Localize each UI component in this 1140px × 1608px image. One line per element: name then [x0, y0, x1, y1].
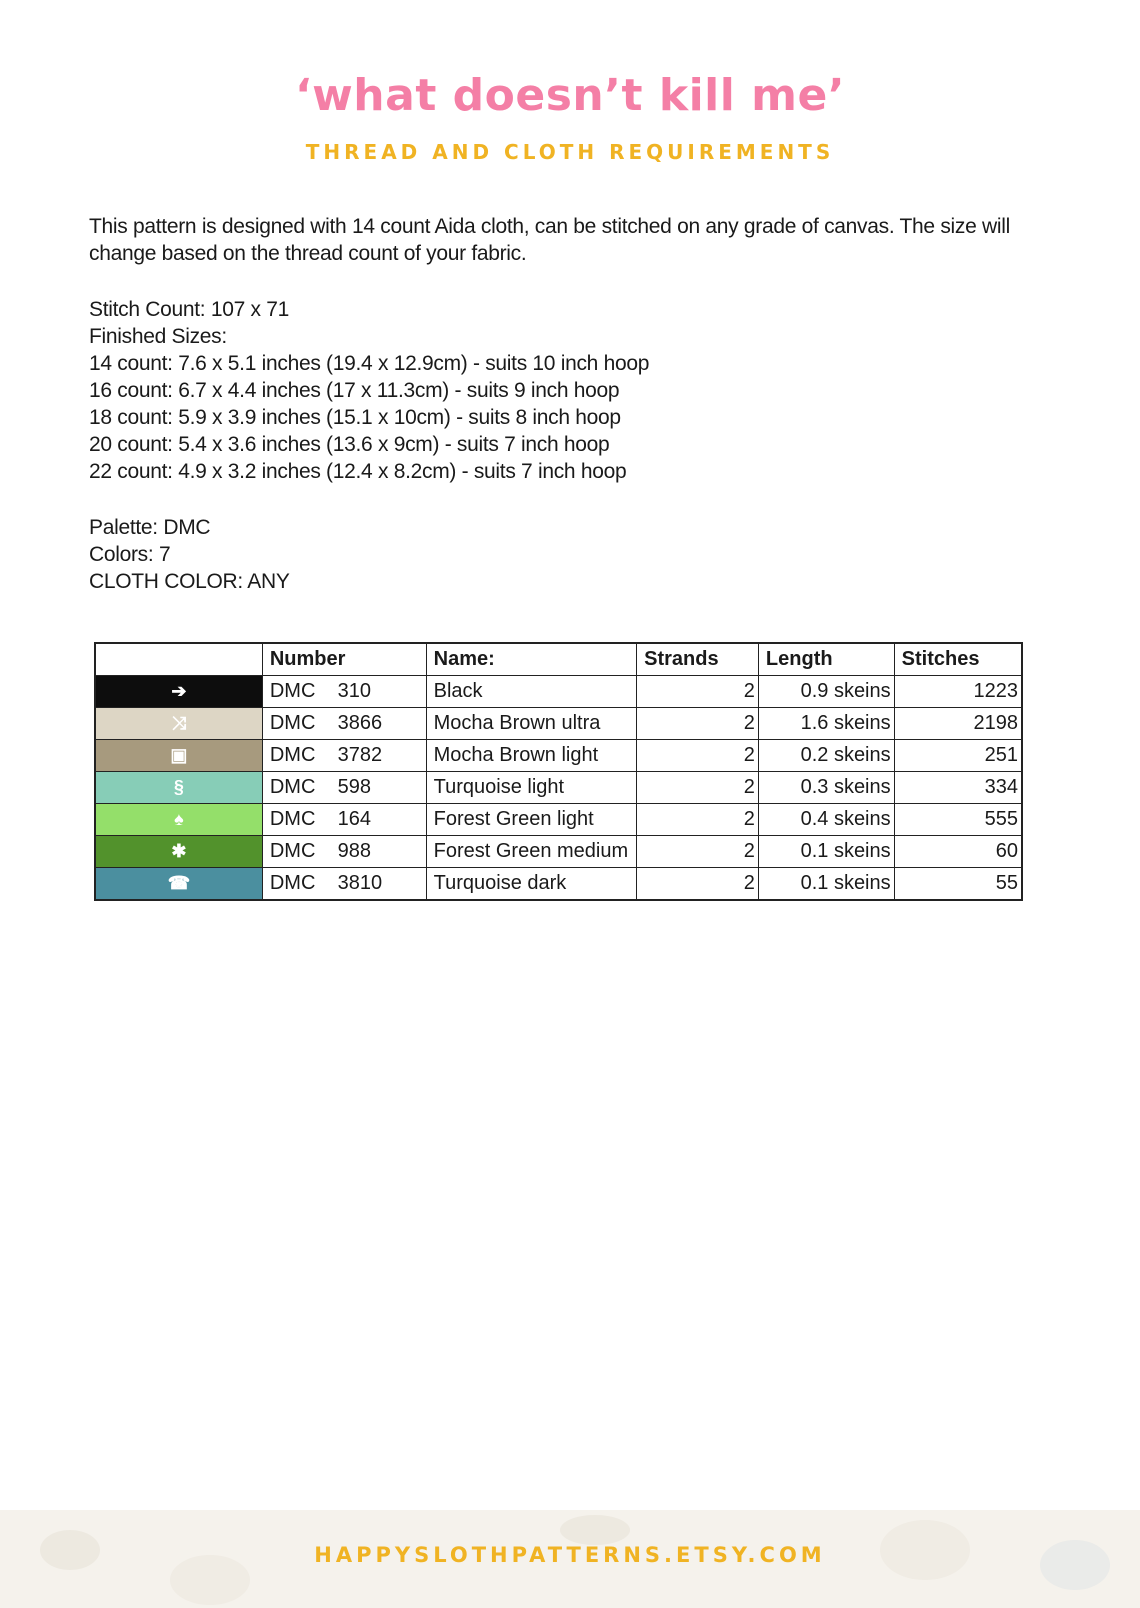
- thread-stitches: 1223: [894, 676, 1022, 708]
- page-title: ‘what doesn’t kill me’: [294, 70, 846, 121]
- thread-length: 0.3 skeins: [758, 772, 894, 804]
- thread-name: Turquoise dark: [426, 868, 636, 901]
- thread-number: DMC 3782: [262, 740, 426, 772]
- intro-paragraph: This pattern is designed with 14 count Aida cloth, can be stitched on any grade of canvas. The size will change based on the thread count of your fabric.: [89, 215, 1010, 265]
- thread-strands: 2: [637, 868, 759, 901]
- thread-length: 0.1 skeins: [758, 868, 894, 901]
- thread-strands: 2: [637, 708, 759, 740]
- table-row: [95, 772, 1022, 804]
- thread-length: 0.1 skeins: [758, 836, 894, 868]
- color-swatch-symbol: ✱: [95, 836, 262, 868]
- thread-number: DMC 164: [262, 804, 426, 836]
- thread-strands: 2: [637, 772, 759, 804]
- thread-strands: 2: [637, 836, 759, 868]
- cloth-color: CLOTH COLOR: ANY: [89, 570, 290, 593]
- table-row: [95, 708, 1022, 740]
- thread-stitches: 251: [894, 740, 1022, 772]
- footer-shop-link[interactable]: HAPPYSLOTHPATTERNS.ETSY.COM: [314, 1543, 826, 1567]
- thread-name: Forest Green medium: [426, 836, 636, 868]
- thread-name: Forest Green light: [426, 804, 636, 836]
- thread-strands: 2: [637, 804, 759, 836]
- color-swatch-symbol: ☎: [95, 868, 262, 901]
- thread-number: DMC 598: [262, 772, 426, 804]
- thread-number: DMC 3810: [262, 868, 426, 901]
- thread-number: DMC 3866: [262, 708, 426, 740]
- table-row: [95, 804, 1022, 836]
- table-row: [95, 676, 1022, 708]
- table-header-row: [95, 643, 1022, 676]
- thread-name: Turquoise light: [426, 772, 636, 804]
- color-swatch-symbol: ➔: [95, 676, 262, 708]
- size-line: 16 count: 6.7 x 4.4 inches (17 x 11.3cm) - suits 9 inch hoop: [89, 379, 620, 402]
- header-symbol: [95, 643, 262, 676]
- thread-strands: 2: [637, 676, 759, 708]
- thread-stitches: 55: [894, 868, 1022, 901]
- colors-count: Colors: 7: [89, 543, 171, 566]
- table-row: [95, 836, 1022, 868]
- stitch-count: Stitch Count: 107 x 71: [89, 298, 290, 321]
- color-swatch-symbol: §: [95, 772, 262, 804]
- header-name: Name:: [426, 643, 636, 676]
- header-length: Length: [758, 643, 894, 676]
- page-subtitle: THREAD AND CLOTH REQUIREMENTS: [305, 140, 835, 164]
- thread-stitches: 2198: [894, 708, 1022, 740]
- size-line: 20 count: 5.4 x 3.6 inches (13.6 x 9cm) - suits 7 inch hoop: [89, 433, 610, 456]
- thread-number: DMC 310: [262, 676, 426, 708]
- thread-length: 0.2 skeins: [758, 740, 894, 772]
- thread-table: [94, 642, 1023, 901]
- table-row: [95, 868, 1022, 901]
- thread-length: 0.4 skeins: [758, 804, 894, 836]
- color-swatch-symbol: ⤨: [95, 708, 262, 740]
- thread-name: Mocha Brown light: [426, 740, 636, 772]
- thread-stitches: 60: [894, 836, 1022, 868]
- thread-length: 0.9 skeins: [758, 676, 894, 708]
- size-line: 22 count: 4.9 x 3.2 inches (12.4 x 8.2cm) - suits 7 inch hoop: [89, 460, 627, 483]
- thread-number: DMC 988: [262, 836, 426, 868]
- header-strands: Strands: [637, 643, 759, 676]
- specs-block: [89, 296, 989, 485]
- decorative-pattern: [560, 1515, 630, 1545]
- color-swatch-symbol: ▣: [95, 740, 262, 772]
- size-line: 14 count: 7.6 x 5.1 inches (19.4 x 12.9cm) - suits 10 inch hoop: [89, 352, 650, 375]
- finished-sizes-label: Finished Sizes:: [89, 325, 227, 348]
- header-stitches: Stitches: [894, 643, 1022, 676]
- color-swatch-symbol: ♠: [95, 804, 262, 836]
- thread-strands: 2: [637, 740, 759, 772]
- thread-name: Black: [426, 676, 636, 708]
- size-line: 18 count: 5.9 x 3.9 inches (15.1 x 10cm) - suits 8 inch hoop: [89, 406, 621, 429]
- thread-length: 1.6 skeins: [758, 708, 894, 740]
- thread-stitches: 334: [894, 772, 1022, 804]
- thread-name: Mocha Brown ultra: [426, 708, 636, 740]
- palette-block: [89, 514, 689, 595]
- header-number: Number: [262, 643, 426, 676]
- thread-stitches: 555: [894, 804, 1022, 836]
- table-row: [95, 740, 1022, 772]
- palette-name: Palette: DMC: [89, 516, 211, 539]
